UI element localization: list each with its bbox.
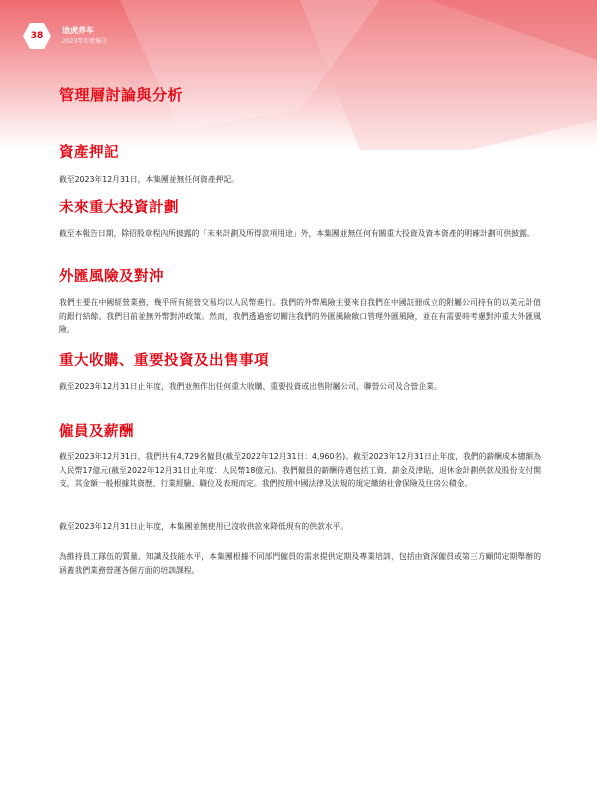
report-title: 2023年年度報告 [62,38,108,45]
paragraph: 我們主要在中國經營業務，幾乎所有經營交易均以人民幣進行。我們的外幣風險主要來自我們在中國註冊成立的附屬公司持有的以美元計值的銀行結餘。我們目前並無外幣對沖政策。然而，我們透過密切關注我們的外匯風險敞口管理外匯風險，並在有需要時考慮對沖重大外匯風險。 [59,298,541,335]
section-heading-future-investment: 未來重大投資計劃 [59,200,179,216]
header-banner [0,0,597,150]
paragraph: 截至2023年12月31日，本集團並無任何資產押記。 [59,175,240,184]
paragraph: 截至本報告日期，除招股章程內所披露的「未來計劃及所得款項用途」外，本集團並無任何有關重大投資及資本資產的明確計劃可供披露。 [59,229,535,238]
company-name: 途虎养车 [62,26,94,35]
paragraph: 截至2023年12月31日止年度，我們並無作出任何重大收購、重要投資或出售附屬公司、聯營公司及合營企業。 [59,382,442,391]
section-heading-asset-pledge: 資產押記 [59,145,119,161]
paragraph: 截至2023年12月31日，我們共有4,729名僱員(截至2022年12月31日：4,960名)。截至2023年12月31日止年度，我們的薪酬成本總額為人民幣17億元(截至2022年12月31日止年度：人民幣18億元)。我們僱員的薪酬待遇包括工資、薪金及津貼、退休金計劃供款及股份支付開支，其金額一般根據其資歷、行業經驗、職位及表現而定。我們按照中國法律及法規的規定繳納社會保險及住房公積金。 [59,452,541,489]
section-heading-employees: 僱員及薪酬 [59,424,134,440]
page-title: 管理層討論與分析 [59,86,184,104]
section-heading-fx-risk: 外匯風險及對沖 [59,269,164,285]
section-heading-acquisitions: 重大收購、重要投資及出售事項 [59,353,269,369]
page-number: 38 [30,31,44,41]
banner-decoration [0,0,597,150]
paragraph: 截至2023年12月31日止年度，本集團並無使用已沒收供款來降低現有的供款水平。 [59,522,349,531]
paragraph: 為維持員工隊伍的質量、知識及技能水平，本集團根據不同部門僱員的需求提供定期及專業培訓，包括由資深僱員或第三方顧問定期舉辦的涵蓋我們業務營運各個方面的培訓課程。 [59,552,541,575]
